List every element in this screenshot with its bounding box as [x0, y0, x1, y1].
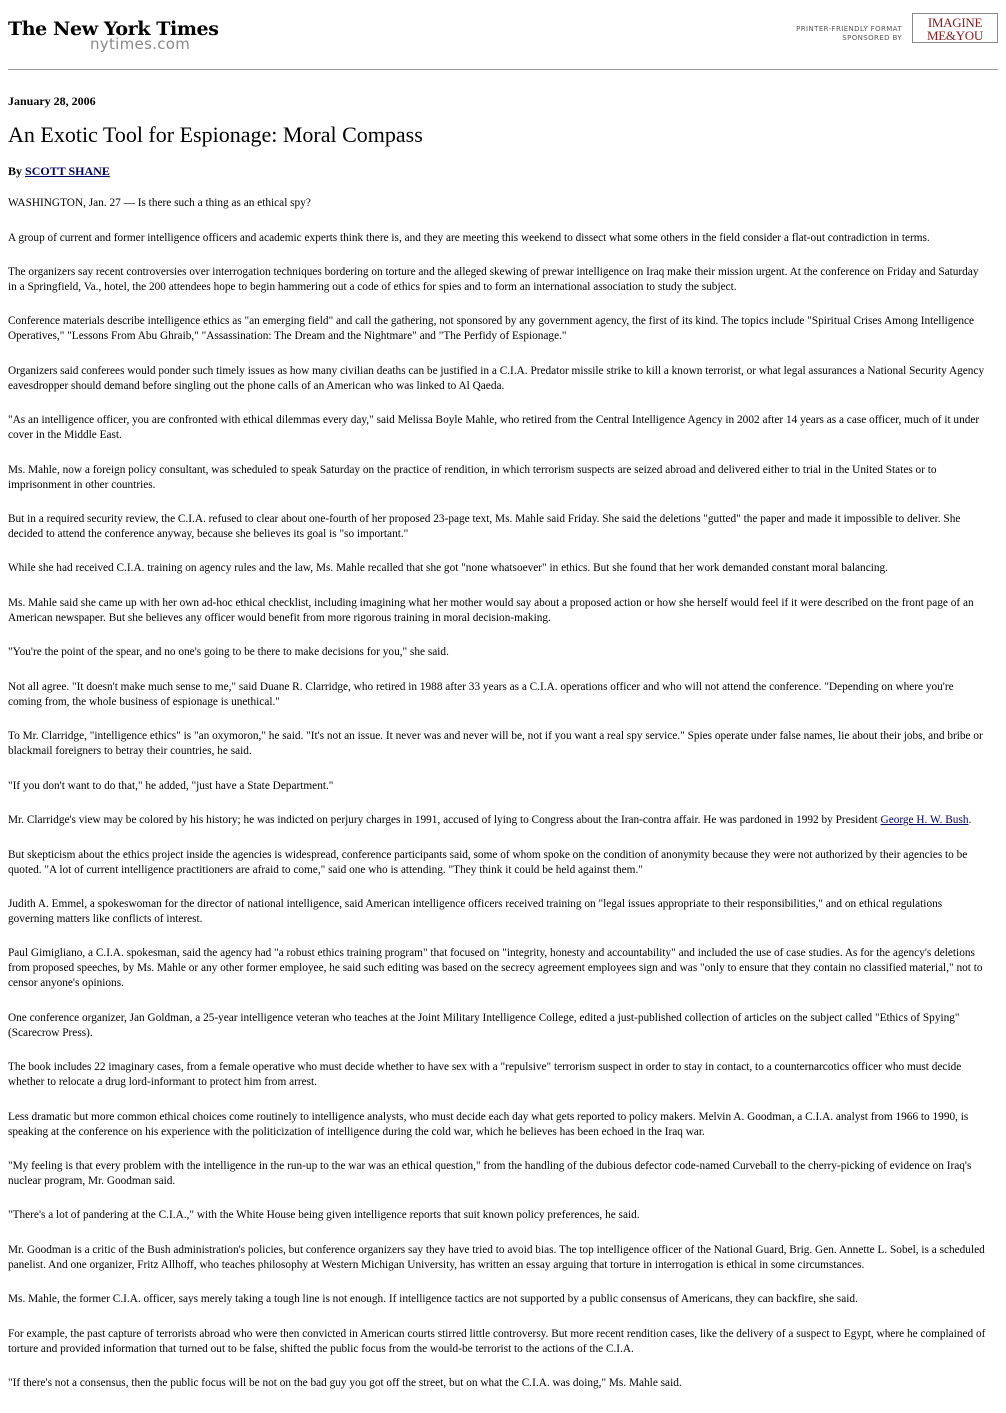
article-paragraph: "If there's not a consensus, then the public focus will be not on the bad guy you got off the street, but on what the C.I.A. was doing," Ms. Mahle said.	[8, 1377, 682, 1390]
article-paragraph: WASHINGTON, Jan. 27 — Is there such a thing as an ethical spy?	[8, 197, 311, 209]
article-date: January 28, 2006	[8, 94, 96, 108]
article-body	[8, 196, 990, 794]
byline	[8, 164, 990, 179]
article-paragraph: Organizers said conferees would ponder such timely issues as how many civilian deaths can be justified in a C.I.A. Predator missile strike to kill a known terrorist, or what legal assurances a National Security Agency eavesdropper should demand before singling out the phone calls of an American who was linked to Al Qaeda.	[8, 364, 985, 392]
article-paragraph: Mr. Goodman is a critic of the Bush administration's policies, but conference organizers say they have tried to avoid bias. The top intelligence officer of the National Guard, Brig. Gen. Annette L. Sobel, is a scheduled panelist. And one organizer, Fritz Allhoff, who teaches philosophy at Western Michigan University, has written an essay arguing that torture in interrogation is ethical in some circumstances.	[8, 1243, 985, 1271]
article-paragraph: Conference materials describe intelligence ethics as "an emerging field" and call the gathering, not sponsored by any government agency, the first of its kind. The topics include "Spiritual Crises Among Intelligence Operatives," "Lessons From Abu Ghraib," "Assassination: The Dream and the Nightmare" and "The Perfidy of Espionage."	[8, 315, 975, 343]
sponsor-caption-line2: SPONSORED BY	[842, 34, 902, 42]
article-paragraph: The organizers say recent controversies over interrogation techniques bordering on torture and the alleged skewing of prewar intelligence on Iraq make their mission urgent. At the conference on Friday and Saturday in a Springfield, Va., hotel, the 200 attendees hope to begin hammering out a code of ethics for spies and to form an international association to study the subject.	[8, 266, 979, 293]
article-paragraph: "There's a lot of pandering at the C.I.A.," with the White House being given intelligence reports that suit known policy preferences, he said.	[8, 1209, 640, 1222]
sponsor-logo-line1: IMAGINE	[927, 15, 983, 30]
article-paragraph: Ms. Mahle, now a foreign policy consultant, was scheduled to speak Saturday on the practice of rendition, in which terrorism suspects are seized abroad and delivered either to trial in the United States or to imprisonment in other countries.	[8, 463, 937, 491]
sponsor-caption-line1: PRINTER-FRIENDLY FORMAT	[796, 25, 902, 33]
article	[8, 94, 990, 1411]
paragraph-text: Mr. Clarridge's view may be colored by his history; he was indicted on perjury charges in 1991, accused of lying to Congress about the Iran-contra affair. He was pardoned in 1992 by President	[8, 814, 881, 827]
sponsor-logo-line2: ME&YOU	[927, 28, 983, 43]
article-paragraph	[8, 813, 990, 828]
sponsor-caption	[796, 25, 902, 43]
article-paragraph: One conference organizer, Jan Goldman, a 25-year intelligence veteran who teaches at the Joint Military Intelligence College, edited a just-published collection of articles on the subject called "Ethics of Spying" (Scarecrow Press).	[8, 1011, 960, 1039]
paragraph-text: .	[968, 814, 972, 827]
site-name: nytimes.com	[90, 35, 191, 53]
article-paragraph: "If you don't want to do that," he added, "just have a State Department."	[8, 779, 334, 792]
nyt-logo[interactable]: The New York Times	[8, 18, 219, 40]
header-divider	[8, 69, 998, 70]
masthead[interactable]	[8, 18, 219, 54]
article-paragraph: "As an intelligence officer, you are confronted with ethical dilemmas every day," said Melissa Boyle Mahle, who retired from the Central Intelligence Agency in 2002 after 14 years as a case officer, much of it under cover in the Middle East.	[8, 414, 980, 442]
article-paragraph: "You're the point of the spear, and no one's going to be there to make decisions for you," she said.	[8, 646, 449, 659]
byline-prefix: By	[8, 164, 23, 178]
article-headline: An Exotic Tool for Espionage: Moral Compass	[8, 122, 423, 147]
article-paragraph: The book includes 22 imaginary cases, from a female operative who must decide whether to have sex with a "repulsive" terrorism suspect in order to stay in contact, to a counternarcotics officer who must decide whether to relocate a drug lord-informant to protect him from arrest.	[8, 1061, 962, 1089]
author-link[interactable]: SCOTT SHANE	[25, 164, 110, 178]
article-paragraph: Less dramatic but more common ethical choices come routinely to intelligence analysts, who must decide each day what gets reported to policy makers. Melvin A. Goodman, a C.I.A. analyst from 1966 to 1990, is speaking at the conference on his experience with the politicization of intelligence during the cold war, which he believes has been echoed in the Iraq war.	[8, 1110, 969, 1138]
article-paragraph: To Mr. Clarridge, "intelligence ethics" is "an oxymoron," he said. "It's not an issue. It never was and never will be, not if you want a real spy service." Spies operate under false names, lie about their jobs, and bribe or blackmail foreigners to betray their countries, he said.	[8, 730, 983, 758]
article-paragraph: But skepticism about the ethics project inside the agencies is widespread, conference participants said, some of whom spoke on the condition of anonymity because they were not authorized by their agencies to be quoted. "A lot of current intelligence practitioners are afraid to come," said one who is attending. "They think it could be held against them."	[8, 848, 968, 876]
article-paragraph: Ms. Mahle said she came up with her own ad-hoc ethical checklist, including imagining what her mother would say about a proposed action or how she herself would feel if it were described on the front page of an American newspaper. But she believes any officer would benefit from more rigorous training in moral decision-making.	[8, 596, 974, 624]
article-paragraph: Not all agree. "It doesn't make much sense to me," said Duane R. Clarridge, who retired in 1988 after 33 years as a C.I.A. operations officer and who will not attend the conference. "Depending on where you're coming from, the whole business of espionage is unethical."	[8, 680, 954, 708]
article-paragraph: Judith A. Emmel, a spokeswoman for the director of national intelligence, said American intelligence officers received training on "legal issues appropriate to their responsibilities," and on ethical regulations governing matters like conflicts of interest.	[8, 898, 943, 925]
article-paragraph: For example, the past capture of terrorists abroad who were then convicted in American courts stirred little controversy. But more recent rendition cases, like the delivery of a suspect to Egypt, where he complained of torture and provided information that turned out to be false, shifted the public focus from the would-be terrorist to the actions of the C.I.A.	[8, 1327, 986, 1355]
article-body-continued	[8, 848, 990, 1391]
george-bush-link[interactable]: George H. W. Bush	[880, 814, 969, 827]
article-paragraph: "My feeling is that every problem with the intelligence in the run-up to the war was an ethical question," from the handling of the dubious defector code-named Curveball to the cherry-picking of evidence on Iraq's nuclear program, Mr. Goodman said.	[8, 1160, 972, 1187]
article-paragraph: But in a required security review, the C.I.A. refused to clear about one-fourth of her proposed 23-page text, Ms. Mahle said Friday. She said the deletions "gutted" the paper and made it impossible to deliver. She decided to attend the conference anyway, because she believes its goal is "so important."	[8, 513, 961, 540]
sponsor-logo[interactable]	[912, 13, 998, 43]
article-paragraph: Paul Gimigliano, a C.I.A. spokesman, said the agency had "a robust ethics training program" that focused on "integrity, honesty and accountability" and included the use of case studies. As for the agency's deletions from proposed speeches, by Ms. Mahle or any other former employee, he said such editing was based on the secrecy agreement employees sign and was "only to ensure that they contain no classified material," not to censor anyone's opinions.	[8, 947, 983, 990]
article-paragraph: While she had received C.I.A. training on agency rules and the law, Ms. Mahle recalled that she got "none whatsoever" in ethics. But she found that her work demanded constant moral balancing.	[8, 562, 888, 575]
article-paragraph: Ms. Mahle, the former C.I.A. officer, says merely taking a tough line is not enough. If intelligence tactics are not supported by a public consensus of Americans, they can backfire, she said.	[8, 1293, 858, 1306]
article-paragraph: A group of current and former intelligence officers and academic experts think there is, and they are meeting this weekend to dissect what some others in the field consider a flat-out contradiction in terms.	[8, 231, 930, 244]
